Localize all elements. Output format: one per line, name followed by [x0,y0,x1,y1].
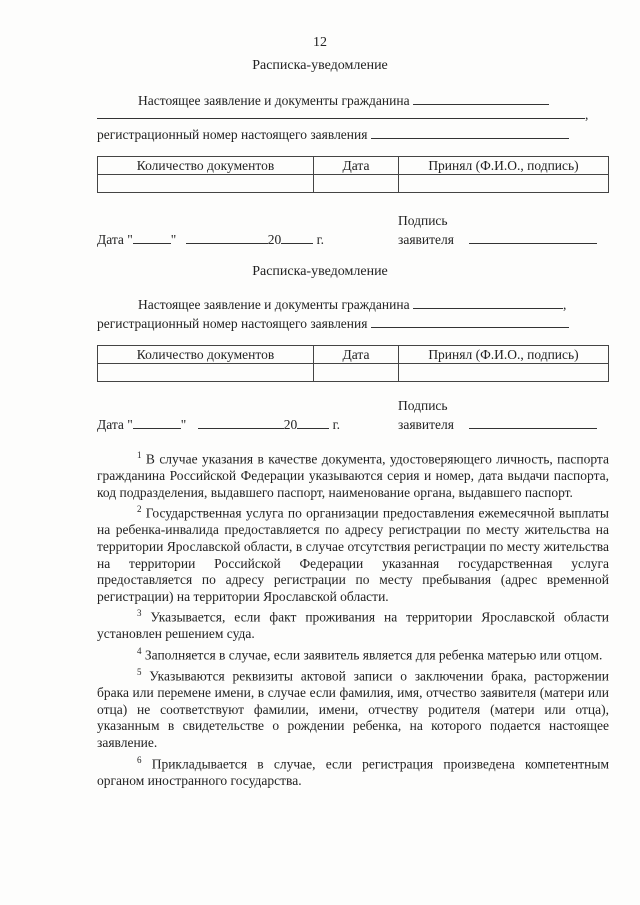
page-number: 12 [313,35,327,50]
sign-label-2b: заявителя [398,416,597,433]
receipt-2-date-row: Дата " " 20 г. [97,417,340,432]
citizen-name-field-1b[interactable] [97,106,585,119]
sign-label-1b: заявителя [398,231,597,248]
cell-accepted[interactable] [399,175,609,193]
sign-label-2a: Подпись [398,398,448,413]
cell-date[interactable] [314,175,399,193]
receipt-1-reg-number: регистрационный номер настоящего заявления [97,126,569,143]
col-accepted: Принял (Ф.И.О., подпись) [399,157,609,175]
citizen-name-field-2[interactable] [413,296,563,309]
receipt-2-title: Расписка-уведомление [252,264,388,279]
citizen-name-field-1[interactable] [413,92,549,105]
col-doc-count: Количество документов [98,346,314,364]
footnote-2: $^2$ Государственная услуга по организации предоставления ежемесячной выплаты на ребенка-инвалида предоставляется по адресу регистрации по месту жительства на территории Ярославской области, в случае отсутствия регистрации по месту жительства на территории Российской Федерации указанная государственная услуга предоставляется по адресу регистрации по месту пребывания (адрес временной регистрации) на территории Ярославской области. [97,504,610,604]
receipt-1-statement: Настоящее заявление и документы гражданина [138,92,549,109]
date-day-1[interactable] [133,231,171,244]
receipt-1-table [97,156,609,193]
col-accepted: Принял (Ф.И.О., подпись) [399,346,609,364]
signature-field-1[interactable] [469,231,597,244]
cell-doc-count[interactable] [98,364,314,382]
receipt-2-reg-number: регистрационный номер настоящего заявления [97,315,569,332]
reg-number-field-2[interactable] [371,315,569,328]
col-date: Дата [314,157,399,175]
receipt-2-statement: Настоящее заявление и документы гражданина , [138,297,567,312]
footnotes [97,447,609,789]
date-day-2[interactable] [133,416,181,429]
date-year-1[interactable] [281,231,313,244]
receipt-1-statement-cont: , [97,106,588,123]
cell-accepted[interactable] [399,364,609,382]
sign-label-1a: Подпись [398,213,448,228]
date-year-2[interactable] [297,416,329,429]
date-month-1[interactable] [186,231,268,244]
cell-date[interactable] [314,364,399,382]
footnote-6: $^6$ Прикладывается в случае, если регистрация произведена компетентным органом иностранного государства. [97,754,609,788]
reg-number-field-1[interactable] [371,126,569,139]
col-doc-count: Количество документов [98,157,314,175]
cell-doc-count[interactable] [98,175,314,193]
footnote-4: $^4$ Заполняется в случае, если заявитель является для ребенка матерью или отцом. [137,646,603,663]
col-date: Дата [314,346,399,364]
footnote-3: $^3$ Указывается, если факт проживания на территории Ярославской области установлен решением суда. [97,608,610,642]
signature-field-2[interactable] [469,416,597,429]
date-month-2[interactable] [198,416,284,429]
receipt-1-title: Расписка-уведомление [252,58,388,73]
receipt-1-date-row: Дата " " 20 г. [97,232,324,247]
footnote-1: $^1$ В случае указания в качестве документа, удостоверяющего личность, паспорта гражданина Российской Федерации указываются серия и номер, дата выдачи паспорта, код подразделения, выдавшего паспорт, наименование органа, выдавшего паспорт. [97,450,609,500]
footnote-5: $^5$ Указываются реквизиты актовой записи о заключении брака, расторжении брака или перемене имени, в случае если фамилия, имя, отчество заявителя (матери или отца) не соответствуют фамилии, имени, отчеству родителя (матери или отца), указанным в свидетельстве о рождении ребенка, на которого подается настоящее заявление. [97,667,610,750]
receipt-2-table [97,345,609,382]
